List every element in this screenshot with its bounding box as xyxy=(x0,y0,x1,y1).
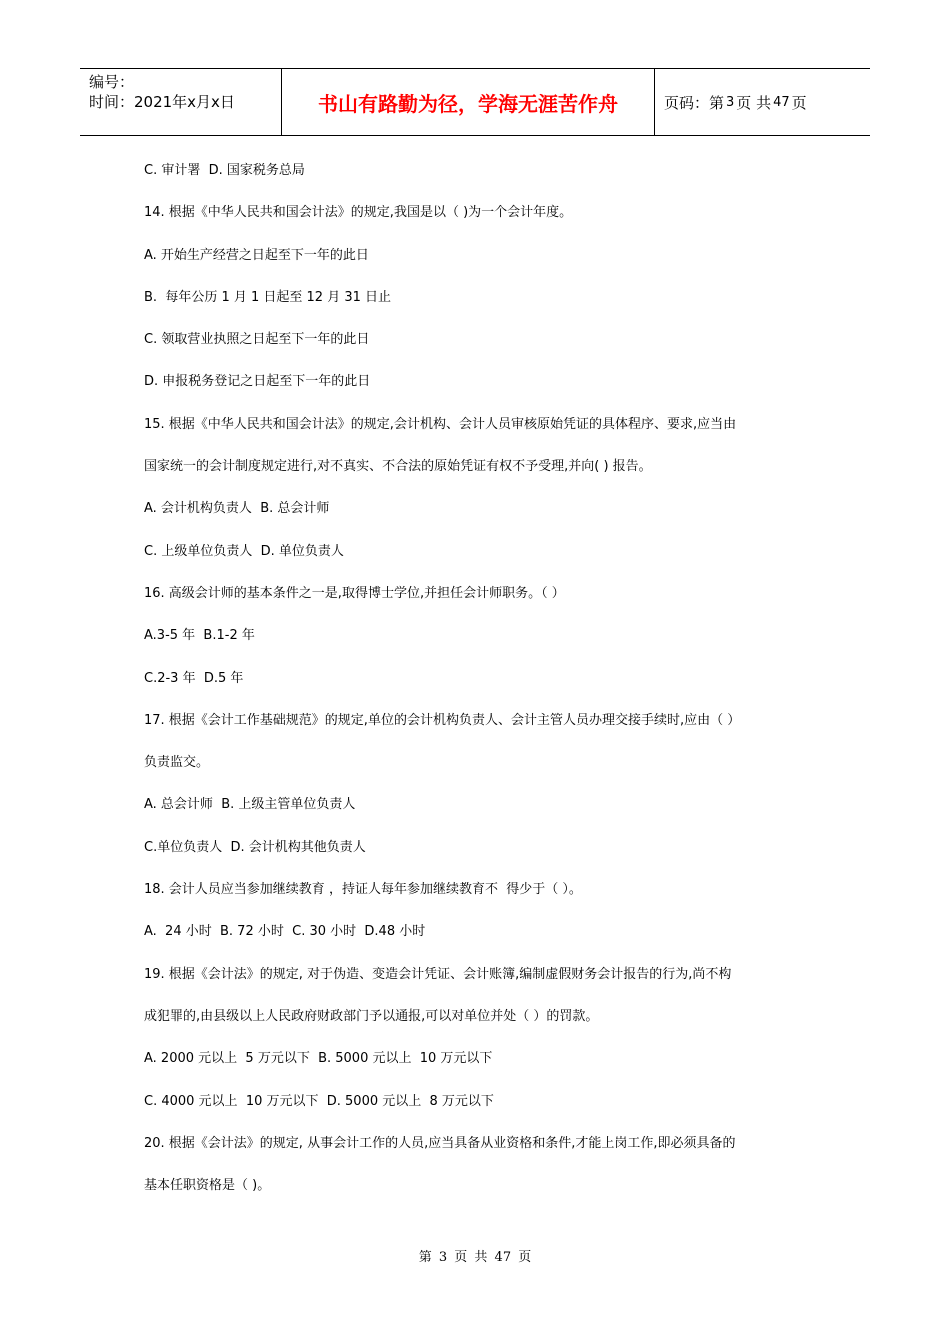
text-line: 15. 根据《中华人民共和国会计法》的规定,会计机构、会计人员审核原始凭证的具体程序、要求,应当由 xyxy=(144,416,737,432)
number-label: 编号： xyxy=(89,73,135,91)
text-line: 20. 根据《会计法》的规定, 从事会计工作的人员,应当具备从业资格和条件,才能上岗工作,即必须具备的 xyxy=(144,1135,736,1151)
text-line: B. 每年公历 1 月 1 日起至 12 月 31 日止 xyxy=(144,289,392,305)
text-line: 19. 根据《会计法》的规定, 对于伪造、变造会计凭证、会计账簿,编制虚假财务会计报告的行为,尚不构 xyxy=(144,966,732,982)
page-header xyxy=(80,68,870,136)
page-current: 3 xyxy=(726,94,735,110)
page-prefix: 页码：第 xyxy=(664,93,725,112)
text-line: C. 审计署 D. 国家税务总局 xyxy=(144,163,305,178)
text-line: C.单位负责人 D. 会计机构其他负责人 xyxy=(144,839,366,855)
document-body xyxy=(144,160,824,1217)
text-line: 负责监交。 xyxy=(144,755,210,771)
text-line: C. 上级单位负责人 D. 单位负责人 xyxy=(144,543,344,559)
text-line: C. 4000 元以上 10 万元以下 D. 5000 元以上 8 万元以下 xyxy=(144,1093,494,1109)
page-footer: 第 3 页 共 47 页 xyxy=(418,1250,532,1265)
text-line: A. 开始生产经营之日起至下一年的此日 xyxy=(144,247,369,263)
text-line: A. 24 小时 B. 72 小时 C. 30 小时 D.48 小时 xyxy=(144,924,426,940)
time-label: 时间：2021年x月x日 xyxy=(89,93,235,111)
text-line: A. 2000 元以上 5 万元以下 B. 5000 元以上 10 万元以下 xyxy=(144,1051,493,1067)
header-page-info xyxy=(655,69,870,135)
text-line: 成犯罪的,由县级以上人民政府财政部门予以通报,可以对单位并处（ ）的罚款。 xyxy=(144,1008,599,1024)
text-line: A. 会计机构负责人 B. 总会计师 xyxy=(144,501,330,517)
text-line: C.2-3 年 D.5 年 xyxy=(144,670,244,686)
text-line: D. 申报税务登记之日起至下一年的此日 xyxy=(144,374,371,390)
text-line: A. 总会计师 B. 上级主管单位负责人 xyxy=(144,797,356,813)
text-line: 国家统一的会计制度规定进行,对不真实、不合法的原始凭证有权不予受理,并向( ) 报告。 xyxy=(144,459,652,475)
text-line: A.3-5 年 B.1-2 年 xyxy=(144,628,255,644)
text-line: 16. 高级会计师的基本条件之一是,取得博士学位,并担任会计师职务。（ ） xyxy=(144,585,565,601)
text-line: 基本任职资格是（ )。 xyxy=(144,1178,271,1194)
text-line: 18. 会计人员应当参加继续教育 ，持证人每年参加继续教育不 得少于（ ）。 xyxy=(144,882,582,898)
text-line: 14. 根据《中华人民共和国会计法》的规定,我国是以（ )为一个会计年度。 xyxy=(144,205,573,221)
page-suffix: 页 xyxy=(791,93,807,112)
header-motto: 书山有路勤为径，学海无涯苦作舟 xyxy=(282,69,655,135)
header-meta xyxy=(80,69,282,135)
page-total: 47 xyxy=(773,94,790,110)
text-line: C. 领取营业执照之日起至下一年的此日 xyxy=(144,332,370,348)
text-line: 17. 根据《会计工作基础规范》的规定,单位的会计机构负责人、会计主管人员办理交接手续时,应由（ ） xyxy=(144,712,741,728)
page-mid: 页 共 xyxy=(736,93,772,112)
